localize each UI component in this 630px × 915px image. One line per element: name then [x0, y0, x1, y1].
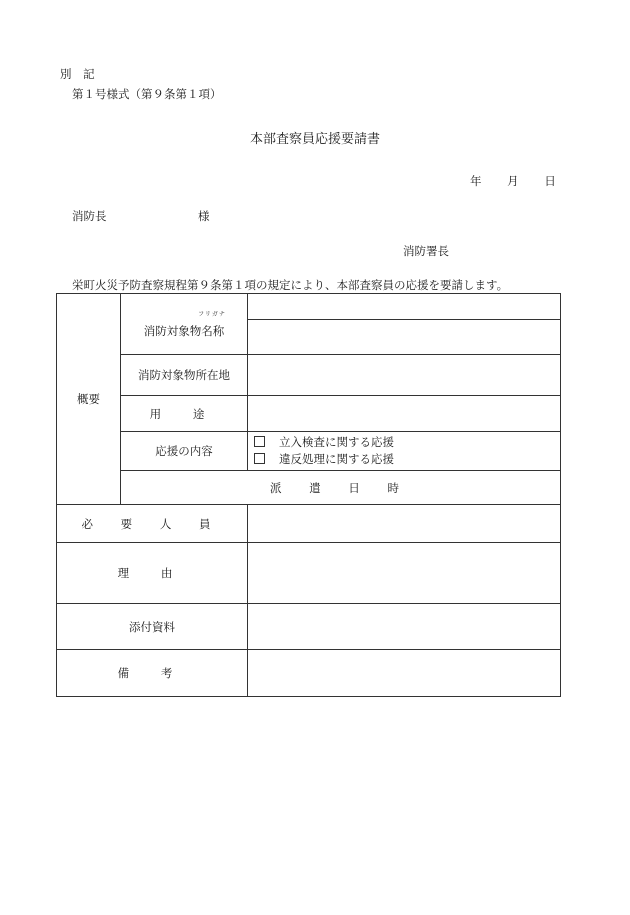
option-label: 立入検査に関する応援 [279, 435, 394, 449]
remarks-field[interactable] [248, 650, 561, 697]
attachments-field[interactable] [248, 604, 561, 650]
checkbox[interactable] [254, 436, 265, 447]
request-text: 栄町火災予防査察規程第９条第１項の規定により、本部査察員の応援を要請します。 [72, 278, 509, 292]
reason-field[interactable] [248, 543, 561, 604]
date-line [470, 173, 556, 189]
remarks-label: 備 考 [57, 650, 248, 697]
option-label: 違反処理に関する応援 [279, 452, 394, 466]
annex-label: 別 記 [60, 67, 99, 81]
date-month: 月 [507, 174, 519, 188]
attachments-label: 添付資料 [57, 604, 248, 650]
option-violation-handling[interactable] [254, 451, 560, 468]
option-onsite-inspection[interactable] [254, 434, 560, 451]
checkbox[interactable] [254, 453, 265, 464]
sender: 消防署長 [403, 244, 449, 258]
furigana-label: フリガナ [198, 311, 226, 318]
usage-field[interactable] [248, 396, 561, 432]
reason-label: 理 由 [57, 543, 248, 604]
support-content-label: 応援の内容 [121, 432, 248, 471]
usage-label: 用 途 [121, 396, 248, 432]
support-content-options [248, 432, 561, 471]
required-personnel-label: 必 要 人 員 [57, 505, 248, 543]
date-year: 年 [470, 174, 482, 188]
document-title: 本部査察員応援要請書 [249, 132, 380, 147]
request-form-table [56, 293, 561, 697]
addressee-name: 消防長 [72, 209, 107, 223]
target-location-field[interactable] [248, 355, 561, 396]
dispatch-datetime-label: 派 遣 日 時 [121, 471, 561, 505]
target-name-cell [121, 294, 248, 355]
form-number: 第１号様式（第９条第１項） [72, 87, 222, 101]
target-location-label: 消防対象物所在地 [121, 355, 248, 396]
addressee-honorific: 様 [198, 209, 210, 223]
overview-group-label: 概要 [57, 294, 121, 505]
target-name-label: 消防対象物名称 [143, 324, 225, 338]
target-name-furigana-field[interactable] [248, 294, 561, 320]
target-name-field[interactable] [248, 320, 561, 355]
required-personnel-field[interactable] [248, 505, 561, 543]
date-day: 日 [544, 174, 556, 188]
